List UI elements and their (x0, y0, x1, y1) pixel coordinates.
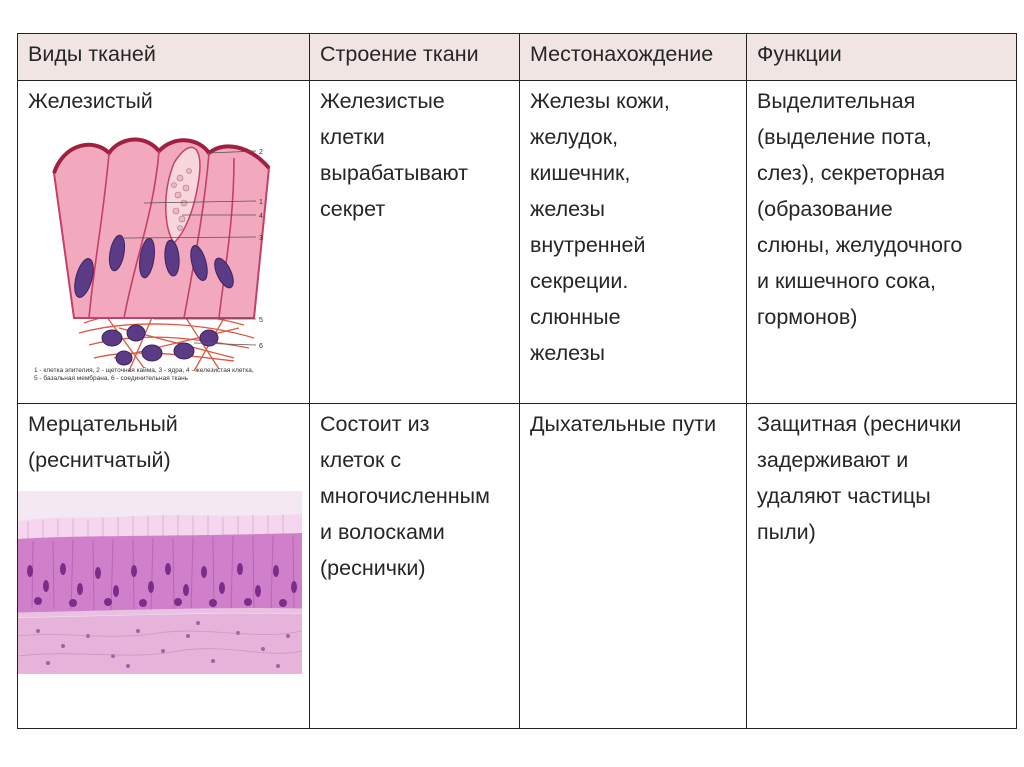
location-text: Дыхательные пути (530, 412, 717, 436)
header-structure: Строение ткани (310, 34, 520, 81)
figure-caption: 1 - клетка эпителия, 2 - щеточная кайма, 3 - ядра, 4 - железистая клетка, 5 - базальная мембрана, 6 - соединительная ткань (34, 367, 254, 382)
tissue-type-label: Мерцательный (реснитчатый) (28, 412, 178, 472)
table-header-row (18, 34, 1017, 81)
figure-label: 6 (259, 343, 263, 350)
tissue-table (17, 33, 1017, 729)
location-text: Железы кожи, желудок, кишечник, железы внутренней секреции. слюнные железы (530, 89, 670, 365)
cell-structure (310, 404, 520, 729)
tissue-type-label: Железистый (28, 89, 153, 113)
cell-tissue-type (18, 81, 310, 404)
functions-text: Выделительная (выделение пота, слез), секреторная (образование слюны, желудочного и кишечного сока, гормонов) (757, 89, 963, 329)
figure-label: 4 (259, 213, 263, 220)
table-row (18, 81, 1017, 404)
cell-functions (747, 404, 1017, 729)
cell-functions (747, 81, 1017, 404)
cell-tissue-type (18, 404, 310, 729)
ciliated-epithelium-micrograph (18, 491, 302, 674)
figure-label: 3 (259, 235, 263, 242)
functions-text: Защитная (реснички задерживают и удаляют частицы пыли) (757, 412, 962, 544)
figure-label: 1 (259, 199, 263, 206)
cell-location (520, 81, 747, 404)
cell-location (520, 404, 747, 729)
glandular-epithelium-figure (34, 133, 286, 385)
figure-label: 2 (259, 149, 263, 156)
structure-text: Состоит из клеток с многочисленным и волосками (реснички) (320, 412, 490, 580)
table-row (18, 404, 1017, 729)
structure-text: Железистые клетки вырабатывают секрет (320, 89, 469, 221)
header-tissue-type: Виды тканей (18, 34, 310, 81)
figure-label: 5 (259, 317, 263, 324)
header-functions: Функции (747, 34, 1017, 81)
cell-structure (310, 81, 520, 404)
header-location: Местонахождение (520, 34, 747, 81)
